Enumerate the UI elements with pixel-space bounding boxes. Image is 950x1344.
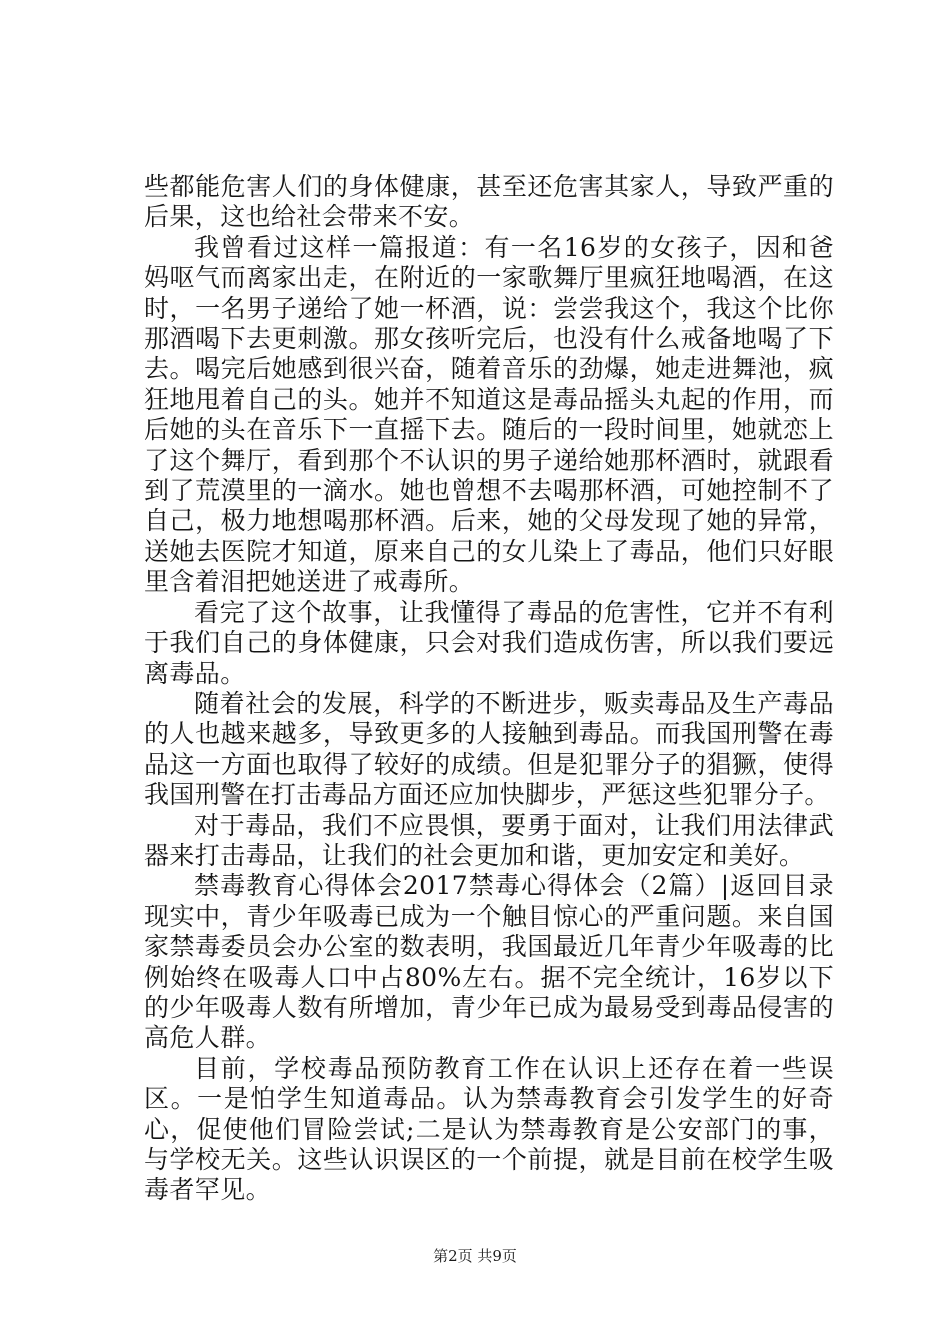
page-number-footer: 第2页 共9页 (433, 1247, 517, 1265)
paragraph-society: 随着社会的发展，科学的不断进步，贩卖毒品及生产毒品的人也越来越多，导致更多的人接触到毒品。而我国刑警在毒品这一方面也取得了较好的成绩。但是犯罪分子的猖獗，使得我国刑警在打击毒品方面还应加快脚步，严惩这些犯罪分子。 (144, 688, 834, 810)
paragraph-second-article: 禁毒教育心得体会2017禁毒心得体会（2篇）|返回目录现实中，青少年吸毒已成为一个触目惊心的严重问题。来自国家禁毒委员会办公室的数表明，我国最近几年青少年吸毒的比例始终在吸毒人口中占80%左右。据不完全统计，16岁以下的少年吸毒人数有所增加，青少年已成为最易受到毒品侵害的高危人群。 (144, 871, 834, 1053)
paragraph-misconceptions: 目前，学校毒品预防教育工作在认识上还存在着一些误区。一是怕学生知道毒品。认为禁毒教育会引发学生的好奇心，促使他们冒险尝试;二是认为禁毒教育是公安部门的事，与学校无关。这些认识误区的一个前提，就是目前在校学生吸毒者罕见。 (144, 1053, 834, 1205)
document-body (144, 172, 834, 1206)
paragraph-continuation: 些都能危害人们的身体健康，甚至还危害其家人，导致严重的后果，这也给社会带来不安。 (144, 172, 834, 232)
paragraph-news-story: 我曾看过这样一篇报道：有一名16岁的女孩子，因和爸妈呕气而离家出走，在附近的一家歌舞厅里疯狂地喝酒，在这时，一名男子递给了她一杯酒，说：尝尝我这个，我这个比你那酒喝下去更刺激。那女孩听完后，也没有什么戒备地喝了下去。喝完后她感到很兴奋，随着音乐的劲爆，她走进舞池，疯狂地甩着自己的头。她并不知道这是毒品摇头丸起的作用，而后她的头在音乐下一直摇下去。随后的一段时间里，她就恋上了这个舞厅，看到那个不认识的男子递给她那杯酒时，就跟看到了荒漠里的一滴水。她也曾想不去喝那杯酒，可她控制不了自己，极力地想喝那杯酒。后来，她的父母发现了她的异常，送她去医院才知道，原来自己的女儿染上了毒品，他们只好眼里含着泪把她送进了戒毒所。 (144, 232, 834, 597)
paragraph-conclusion: 对于毒品，我们不应畏惧，要勇于面对，让我们用法律武器来打击毒品，让我们的社会更加和谐，更加安定和美好。 (144, 810, 834, 870)
paragraph-lesson: 看完了这个故事，让我懂得了毒品的危害性，它并不有利于我们自己的身体健康，只会对我们造成伤害，所以我们要远离毒品。 (144, 597, 834, 688)
